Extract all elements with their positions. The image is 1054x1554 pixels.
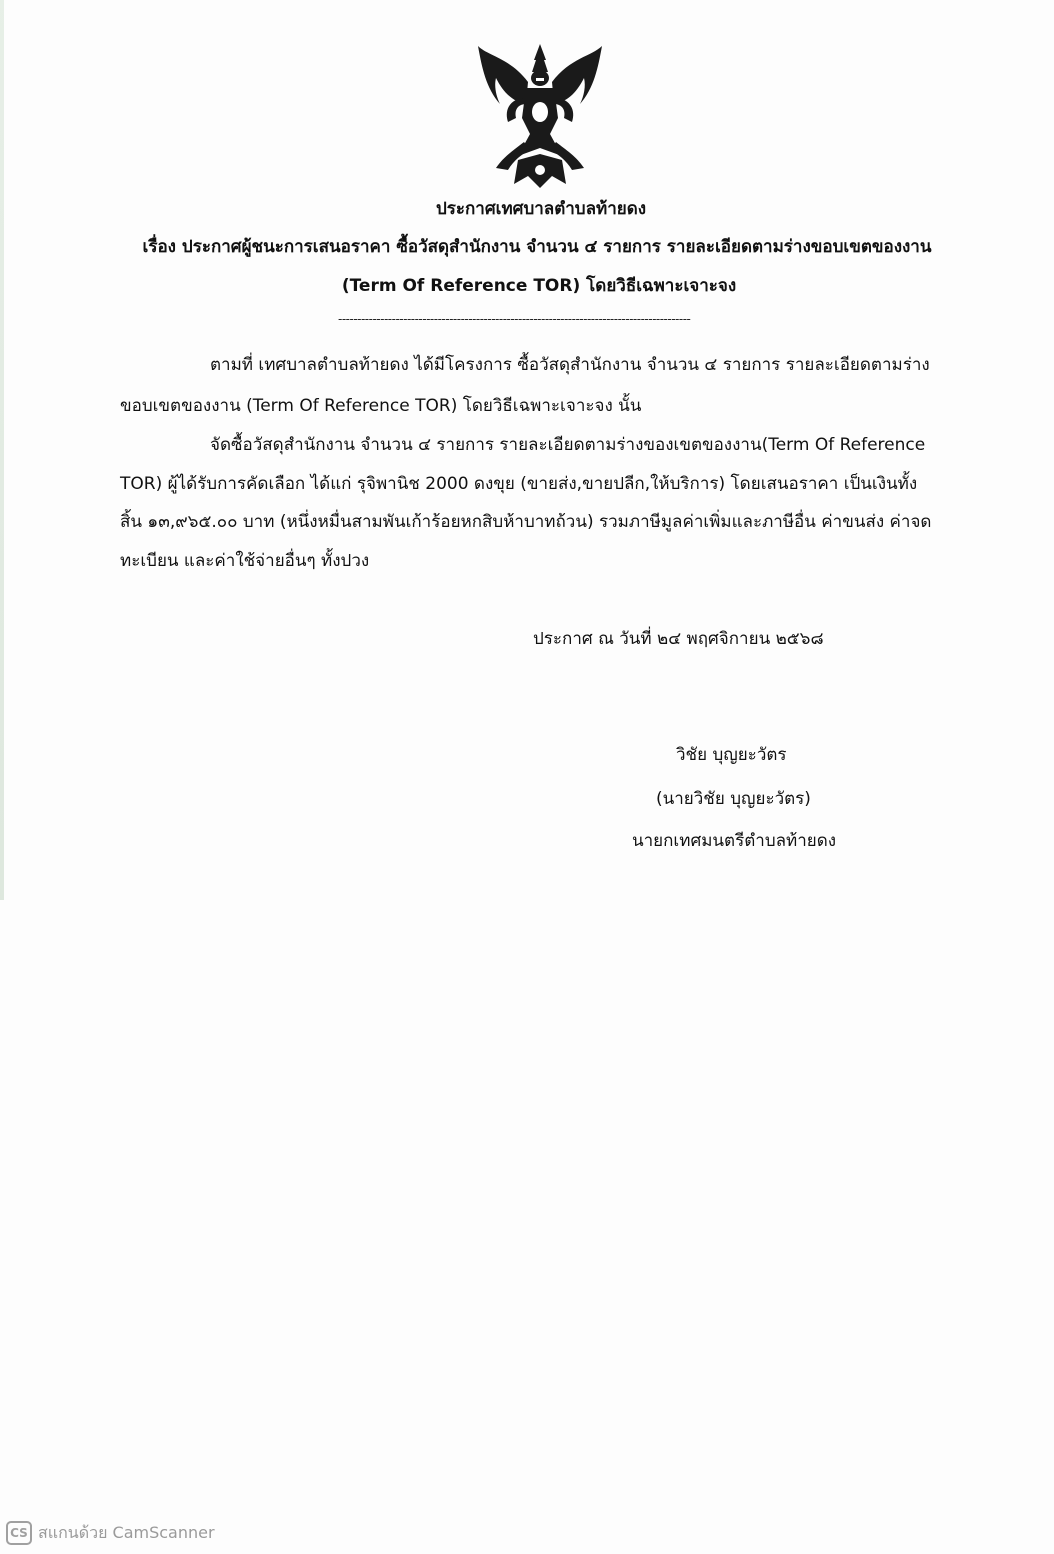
announcement-title: ประกาศเทศบาลตำบลท้ายดง <box>435 199 647 219</box>
signature-name: วิชัย บุญยะวัตร <box>676 745 787 765</box>
announcement-subject: เรื่อง ประกาศผู้ชนะการเสนอราคา ซื้อวัสดุสำนักงาน จำนวน ๔ รายการ รายละเอียดตามร่างขอบเขตของงาน <box>142 237 932 257</box>
garuda-emblem-icon <box>470 38 610 193</box>
body-line: จัดซื้อวัสดุสำนักงาน จำนวน ๔ รายการ รายละเอียดตามร่างของเขตของงาน(Term Of Reference <box>210 435 926 455</box>
divider-line: -------------------------------------------------------------------------------------------- <box>338 312 691 326</box>
signature-position: นายกเทศมนตรีตำบลท้ายดง <box>632 831 837 851</box>
announcement-subject-continued: (Term Of Reference TOR) โดยวิธีเฉพาะเจาะจง <box>341 276 737 296</box>
camscanner-logo-icon: CS <box>6 1521 32 1545</box>
signature-full-name: (นายวิชัย บุญยะวัตร) <box>656 789 811 809</box>
body-line: สิ้น ๑๓,๙๖๕.๐๐ บาท (หนึ่งหมื่นสามพันเก้าร้อยหกสิบห้าบาทถ้วน) รวมภาษีมูลค่าเพิ่มและภาษีอื่น ค่าขนส่ง ค่าจด <box>120 512 932 532</box>
announcement-date: ประกาศ ณ วันที่ ๒๔ พฤศจิกายน ๒๕๖๘ <box>533 629 824 649</box>
body-line: ทะเบียน และค่าใช้จ่ายอื่นๆ ทั้งปวง <box>120 551 370 571</box>
scan-edge <box>0 0 4 900</box>
body-line: ตามที่ เทศบาลตำบลท้ายดง ได้มีโครงการ ซื้อวัสดุสำนักงาน จำนวน ๔ รายการ รายละเอียดตามร่าง <box>210 355 930 375</box>
camscanner-watermark <box>6 1520 215 1546</box>
body-line: ขอบเขตของงาน (Term Of Reference TOR) โดยวิธีเฉพาะเจาะจง นั้น <box>120 396 642 416</box>
body-line: TOR) ผู้ได้รับการคัดเลือก ได้แก่ รุจิพานิช 2000 ดงขุย (ขายส่ง,ขายปลีก,ให้บริการ) โดยเสนอราคา เป็นเงินทั้ง <box>120 474 918 494</box>
camscanner-text: สแกนด้วย CamScanner <box>38 1522 215 1542</box>
